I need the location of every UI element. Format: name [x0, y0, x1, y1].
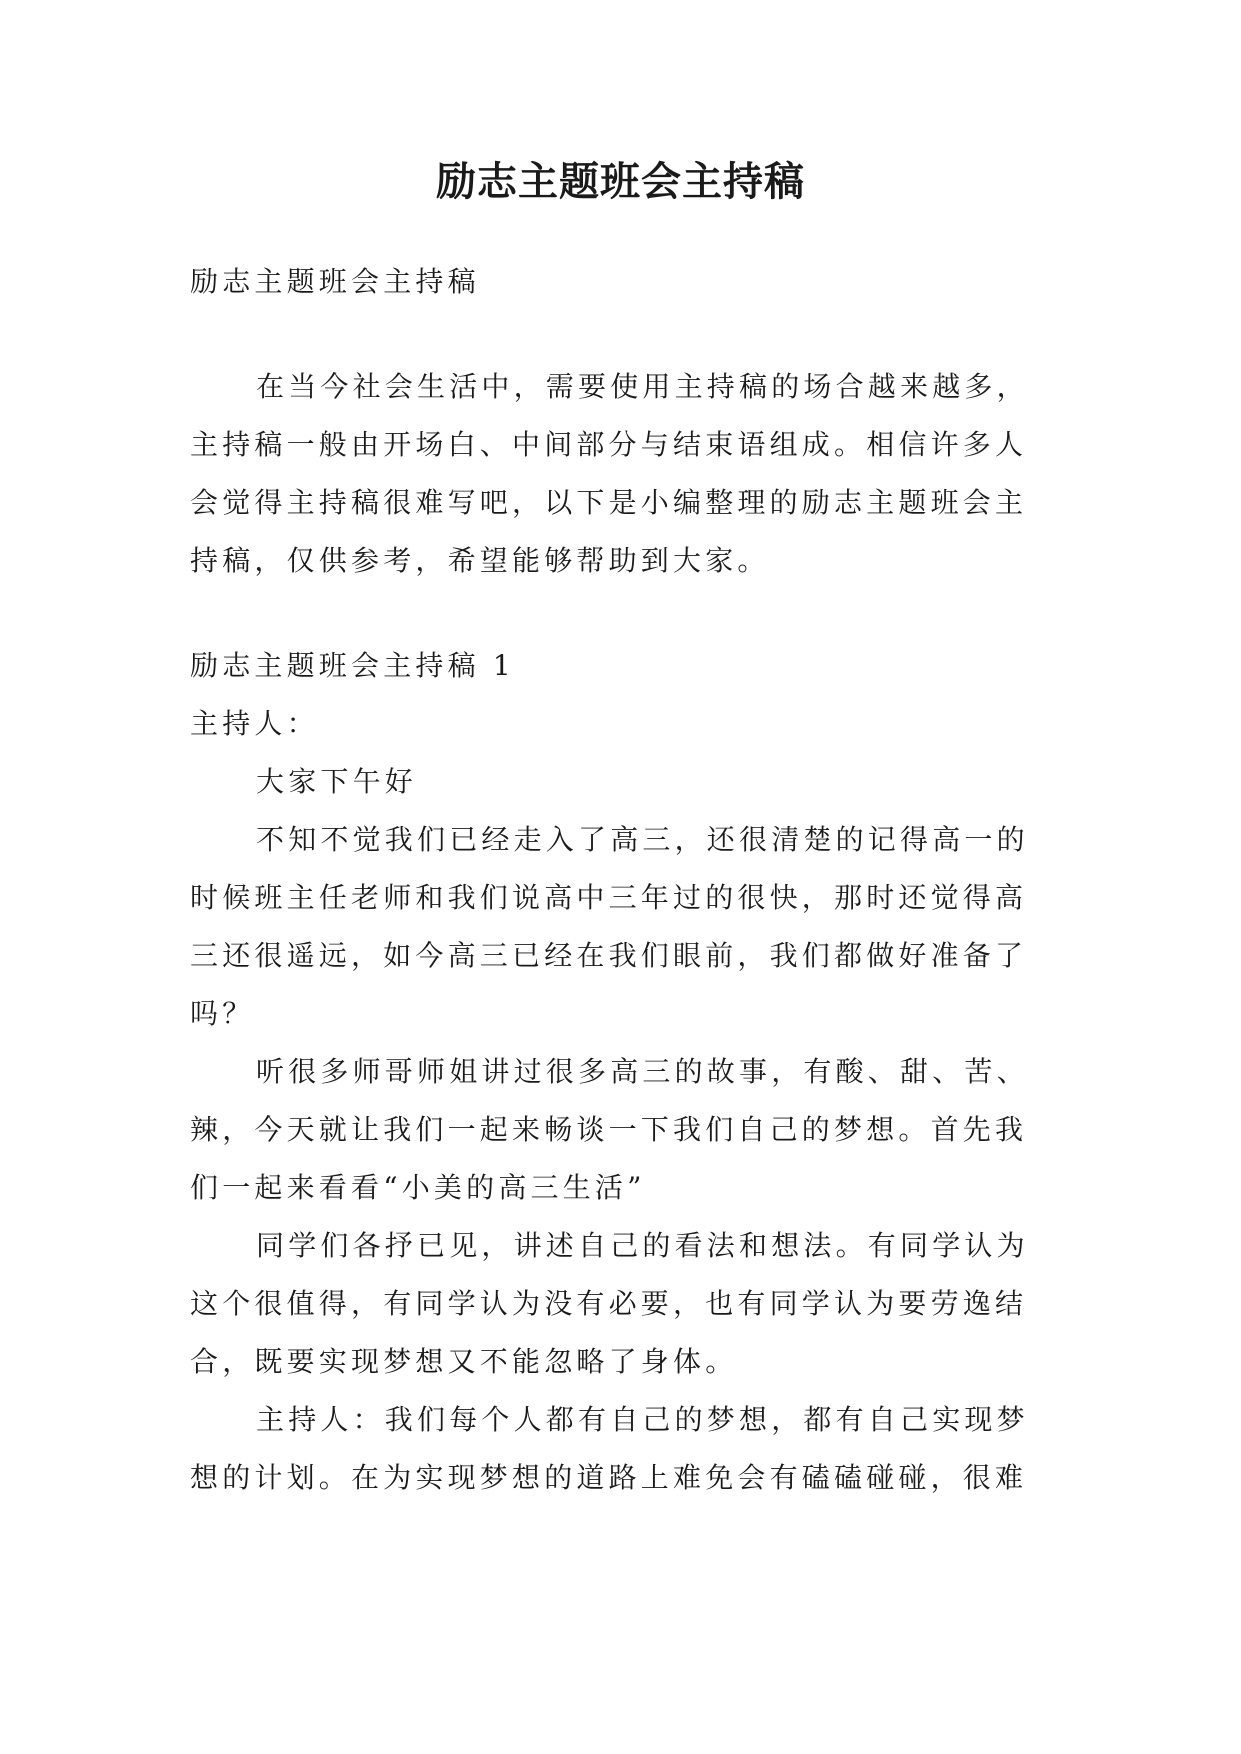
paragraph-line: 不知不觉我们已经走入了高三，还很清楚的记得高一的: [256, 823, 1029, 856]
greeting-line: 大家下午好: [256, 765, 418, 798]
paragraph-line: 三还很遥远，如今高三已经在我们眼前，我们都做好准备了: [190, 939, 1028, 972]
host-label: 主持人：: [190, 707, 319, 740]
paragraph-line: 们一起来看看“小美的高三生活”: [190, 1171, 646, 1204]
paragraph-line: 想的计划。在为实现梦想的道路上难免会有磕磕碰碰，很难: [190, 1461, 1028, 1494]
paragraph-line: 时候班主任老师和我们说高中三年过的很快，那时还觉得高: [190, 881, 1028, 914]
intro-line: 会觉得主持稿很难写吧，以下是小编整理的励志主题班会主: [190, 486, 1028, 519]
paragraph-line: 同学们各抒已见，讲述自己的看法和想法。有同学认为: [256, 1229, 1029, 1262]
section-heading: 励志主题班会主持稿 1: [190, 649, 515, 682]
intro-line: 持稿，仅供参考，希望能够帮助到大家。: [190, 544, 770, 577]
intro-line: 主持稿一般由开场白、中间部分与结束语组成。相信许多人: [190, 428, 1028, 461]
paragraph-line: 吗？: [190, 997, 255, 1030]
paragraph-line: 合，既要实现梦想又不能忽略了身体。: [190, 1345, 738, 1378]
paragraph-line: 听很多师哥师姐讲过很多高三的故事，有酸、甜、苦、: [256, 1055, 1029, 1088]
document-subtitle: 励志主题班会主持稿: [190, 265, 480, 298]
paragraph-line: 辣，今天就让我们一起来畅谈一下我们自己的梦想。首先我: [190, 1113, 1028, 1146]
intro-line: 在当今社会生活中，需要使用主持稿的场合越来越多，: [256, 370, 1029, 403]
paragraph-line: 主持人：我们每个人都有自己的梦想，都有自己实现梦: [256, 1403, 1029, 1436]
document-title: 励志主题班会主持稿: [436, 158, 805, 205]
paragraph-line: 这个很值得，有同学认为没有必要，也有同学认为要劳逸结: [190, 1287, 1028, 1320]
